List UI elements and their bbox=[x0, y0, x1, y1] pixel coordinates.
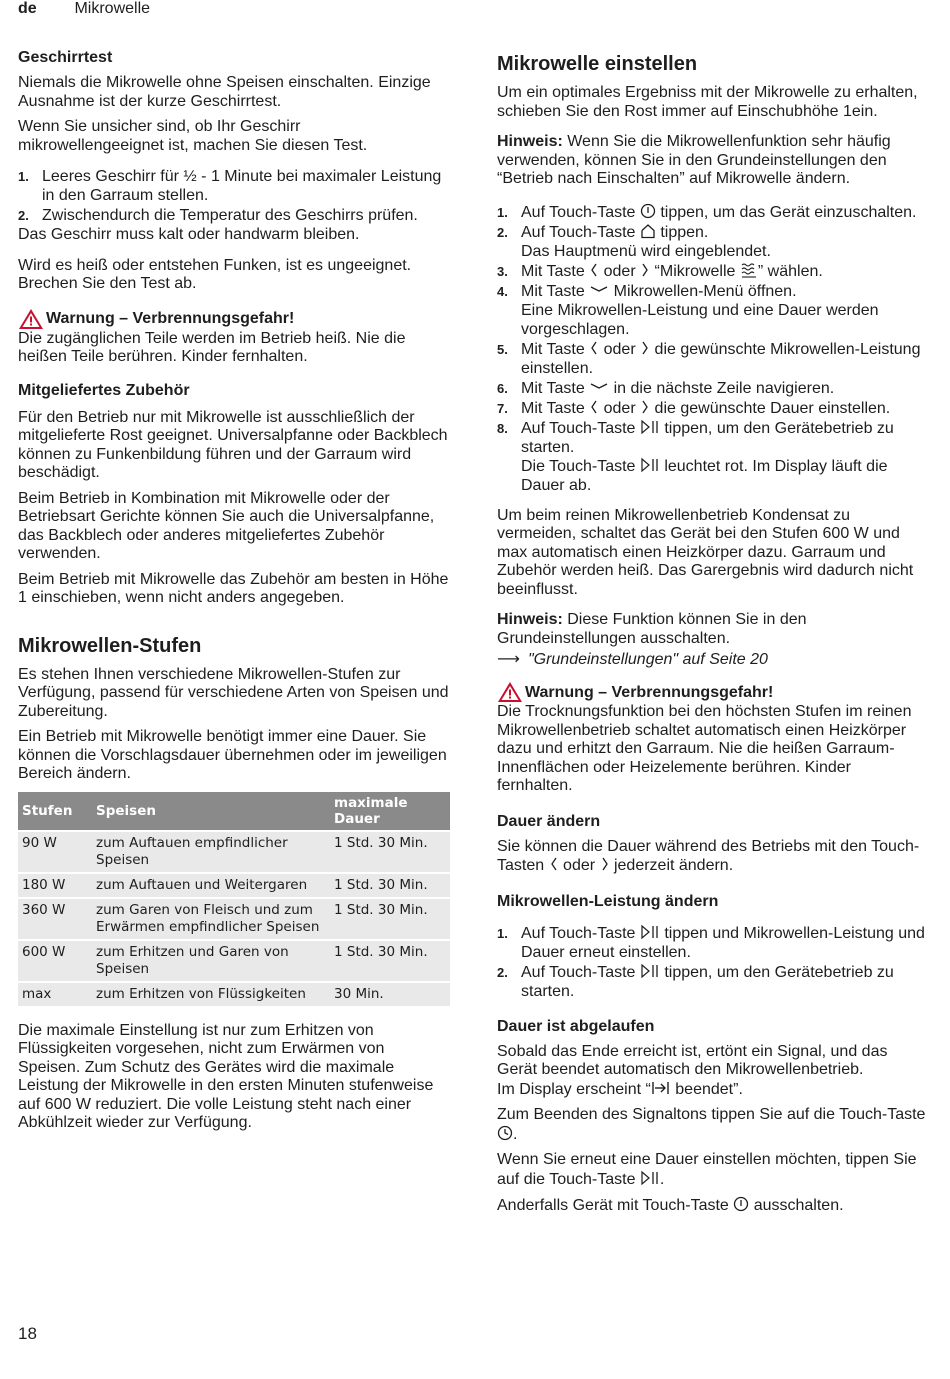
step-text: Mit Taste bbox=[521, 379, 590, 397]
warning-text: Die zugänglichen Teile werden im Betrieb heiß. Nie die heißen Teile berühren. Kinder fernhalten. bbox=[18, 329, 406, 365]
paragraph-text: Anderfalls Gerät mit Touch-Taste bbox=[497, 1197, 734, 1214]
table-cell: 600 W bbox=[18, 940, 92, 982]
result-text: Das Geschirr muss kalt oder handwarm bleiben. bbox=[18, 226, 360, 243]
stufen-table bbox=[18, 792, 450, 1006]
step-text: Auf Touch-Taste bbox=[521, 419, 640, 437]
list-item bbox=[497, 223, 929, 261]
hint-paragraph bbox=[497, 133, 929, 189]
table-cell: zum Auftauen und Weitergaren bbox=[92, 873, 330, 898]
paragraph: Ein Betrieb mit Mikrowelle benötigt immer eine Dauer. Sie können die Vorschlagsdauer übernehmen oder im jeweiligen Bereich ändern. bbox=[18, 728, 447, 782]
list-item bbox=[497, 924, 929, 962]
step-text: in die nächste Zeile navigieren. bbox=[609, 379, 835, 397]
step-number: 1. bbox=[497, 204, 508, 220]
hint-label: Hinweis: bbox=[497, 611, 563, 628]
chevron-left-icon bbox=[589, 262, 599, 278]
section-heading-geschirrtest: Geschirrtest bbox=[18, 49, 113, 66]
step-text: tippen. bbox=[655, 223, 709, 241]
paragraph-text: . bbox=[659, 1170, 665, 1188]
start-pause-icon bbox=[640, 924, 660, 940]
paragraph bbox=[497, 1043, 929, 1100]
section-heading-einstellen: Mikrowelle einstellen bbox=[497, 53, 698, 75]
list-item bbox=[497, 340, 929, 378]
step-text: oder bbox=[599, 340, 641, 358]
step-result: Eine Mikrowellen-Leistung und eine Dauer werden vorgeschlagen. bbox=[521, 301, 879, 338]
paragraph-text: Wenn Sie erneut eine Dauer einstellen möchten, tippen Sie auf die Touch-Taste bbox=[497, 1151, 917, 1188]
step-text: Auf Touch-Taste bbox=[521, 963, 640, 981]
list-item bbox=[497, 203, 929, 222]
paragraph-text: Im Display erscheint “ bbox=[497, 1080, 651, 1098]
table-row bbox=[18, 873, 450, 898]
warning-title-text: Warnung – Verbrennungsgefahr! bbox=[525, 683, 774, 701]
clock-icon bbox=[497, 1125, 513, 1141]
start-pause-icon bbox=[640, 1170, 660, 1186]
paragraph: Die maximale Einstellung ist nur zum Erhitzen von Flüssigkeiten vorgesehen, nicht zum Erwärmen von Speisen. Zum Schutz des Gerätes wird die maximale Leistung der Mikrowelle in den ersten Minuten stufenweise auf 600 W reduziert. Die volle Leistung steht nach einer Abkühlzeit wieder zur Verfügung. bbox=[18, 1021, 434, 1131]
warning-title-text: Warnung – Verbrennungsgefahr! bbox=[46, 310, 295, 327]
hint-label: Hinweis: bbox=[497, 133, 563, 150]
step-result-text: leuchtet rot. Im Display läuft die Dauer ab. bbox=[521, 457, 888, 494]
paragraph-text: . bbox=[513, 1125, 518, 1143]
step-number: 1. bbox=[18, 169, 29, 184]
step-text: Zwischendurch die Temperatur des Geschirrs prüfen. bbox=[42, 207, 418, 224]
arrow-right-icon: ⟶ bbox=[497, 651, 520, 668]
step-number: 4. bbox=[497, 283, 508, 299]
step-text: oder bbox=[599, 399, 641, 417]
page-number: 18 bbox=[18, 1324, 37, 1343]
step-text: die gewünschte Dauer einstellen. bbox=[650, 399, 891, 417]
chevron-down-icon bbox=[589, 379, 609, 395]
table-cell: 1 Std. 30 Min. bbox=[330, 940, 450, 982]
power-icon bbox=[640, 203, 656, 219]
section-heading-dauer: Dauer ändern bbox=[497, 812, 601, 830]
table-row bbox=[18, 940, 450, 982]
start-pause-icon bbox=[640, 457, 660, 473]
list-item bbox=[497, 262, 929, 281]
step-number: 7. bbox=[497, 400, 508, 416]
paragraph: Es stehen Ihnen verschiedene Mikrowellen-Stufen zur Verfügung, passend für verschiedene Arten von Speisen und Zubereitung. bbox=[18, 665, 449, 720]
paragraph-text: oder bbox=[558, 857, 600, 874]
list-item bbox=[497, 963, 929, 1001]
step-text: tippen, um das Gerät einzuschalten. bbox=[655, 203, 917, 221]
warning-title bbox=[497, 681, 929, 703]
paragraph-text: Sobald das Ende erreicht ist, ertönt ein Signal, und das Gerät beendet automatisch den Mikrowellenbetrieb. bbox=[497, 1042, 888, 1078]
chevron-right-icon bbox=[640, 399, 650, 415]
paragraph bbox=[497, 1151, 929, 1189]
step-result-text: Die Touch-Taste bbox=[521, 457, 640, 475]
paragraph: Um ein optimales Ergebniss mit der Mikrowelle zu erhalten, schieben Sie den Rost immer auf Einschubhöhe 1ein. bbox=[497, 84, 918, 120]
warning-title bbox=[18, 308, 450, 330]
table-row bbox=[18, 898, 450, 940]
step-text: Mit Taste bbox=[521, 262, 590, 280]
step-result bbox=[521, 457, 929, 495]
right-column bbox=[497, 48, 929, 1223]
step-number: 1. bbox=[497, 925, 508, 941]
step-text: Mikrowellen-Menü öffnen. bbox=[609, 282, 797, 300]
chevron-left-icon bbox=[549, 856, 559, 872]
step-result: Das Hauptmenü wird eingeblendet. bbox=[521, 242, 771, 260]
steps-list bbox=[18, 167, 450, 225]
start-pause-icon bbox=[640, 963, 660, 979]
step-text: tippen, um den Gerätebetrieb zu starten. bbox=[521, 419, 894, 456]
list-item bbox=[497, 282, 929, 339]
section-heading-leistung: Mikrowellen-Leistung ändern bbox=[497, 892, 719, 910]
paragraph: Für den Betrieb nur mit Mikrowelle ist ausschließlich der mitgelieferte Rost geeignet. Universalpfanne oder Backblech können zu Funkenbildung führen und der Garraum wird beschädigt. bbox=[18, 408, 448, 481]
step-text: Auf Touch-Taste bbox=[521, 223, 640, 241]
table-cell: 360 W bbox=[18, 898, 92, 940]
step-text: Mit Taste bbox=[521, 340, 590, 358]
step-text: Mit Taste bbox=[521, 399, 590, 417]
step-text: die gewünschte Mikrowellen-Leistung einstellen. bbox=[521, 340, 921, 377]
table-cell: zum Erhitzen und Garen von Speisen bbox=[92, 940, 330, 982]
step-text: Auf Touch-Taste bbox=[521, 924, 640, 942]
paragraph: Niemals die Mikrowelle ohne Speisen einschalten. Einzige Ausnahme ist der kurze Geschirrtest. bbox=[18, 74, 431, 110]
power-icon bbox=[733, 1196, 749, 1212]
paragraph-text: beendet”. bbox=[670, 1080, 743, 1098]
column-header: maximale Dauer bbox=[330, 792, 450, 831]
step-number: 2. bbox=[497, 964, 508, 980]
warning-text: Die Trocknungsfunktion bei den höchsten Stufen im reinen Mikrowellenbetrieb schaltet automatisch einen Heizkörper dazu und erhitzt den Garraum. Nie die heißen Garraum-Innenflächen oder Heizelemente berühren. Kinder fernhalten. bbox=[497, 703, 912, 794]
step-text: Leeres Geschirr für ½ - 1 Minute bei maximaler Leistung in den Garraum stellen. bbox=[42, 168, 442, 204]
list-item bbox=[18, 167, 450, 205]
cross-reference-link[interactable] bbox=[497, 650, 929, 669]
hint-paragraph bbox=[497, 611, 929, 648]
list-item bbox=[497, 399, 929, 418]
table-cell: 1 Std. 30 Min. bbox=[330, 831, 450, 873]
list-item bbox=[18, 206, 450, 225]
hint-text: Wenn Sie die Mikrowellenfunktion sehr häufig verwenden, können Sie in den Grundeinstellungen den “Betrieb nach Einschalten” auf Mikrowelle ändern. bbox=[497, 133, 891, 187]
list-item bbox=[497, 419, 929, 495]
paragraph bbox=[497, 1106, 929, 1144]
end-arrow-icon bbox=[651, 1080, 671, 1096]
warning-triangle-icon bbox=[18, 308, 44, 330]
step-number: 6. bbox=[497, 380, 508, 396]
chevron-left-icon bbox=[589, 399, 599, 415]
paragraph: Beim Betrieb mit Mikrowelle das Zubehör am besten in Höhe 1 einschieben, wenn nicht anders angegeben. bbox=[18, 570, 449, 606]
column-header: Speisen bbox=[92, 792, 330, 831]
step-text: oder bbox=[599, 262, 641, 280]
step-number: 5. bbox=[497, 341, 508, 357]
table-cell: zum Erhitzen von Flüssigkeiten bbox=[92, 982, 330, 1006]
paragraph-text: jederzeit ändern. bbox=[609, 857, 734, 874]
warning-triangle-icon bbox=[497, 681, 523, 703]
cross-reference-text[interactable]: "Grundeinstellungen" auf Seite 20 bbox=[527, 651, 768, 668]
step-text: ” wählen. bbox=[757, 262, 823, 280]
list-item bbox=[497, 379, 929, 398]
section-heading-abgelaufen: Dauer ist abgelaufen bbox=[497, 1017, 655, 1035]
microwave-waves-icon bbox=[740, 262, 758, 278]
left-column bbox=[18, 48, 450, 1140]
table-cell: zum Garen von Fleisch und zum Erwärmen empfindlicher Speisen bbox=[92, 898, 330, 940]
paragraph: Beim Betrieb in Kombination mit Mikrowelle oder der Betriebsart Gerichte können Sie auch die Universalpfanne, das Backblech oder anderes mitgeliefertes Zubehör verwenden. bbox=[18, 489, 435, 562]
chevron-left-icon bbox=[589, 340, 599, 356]
step-number: 2. bbox=[18, 208, 29, 223]
paragraph-text: ausschalten. bbox=[749, 1197, 844, 1214]
table-cell: 30 Min. bbox=[330, 982, 450, 1006]
step-text: “Mikrowelle bbox=[650, 262, 740, 280]
chevron-right-icon bbox=[600, 856, 610, 872]
step-number: 3. bbox=[497, 263, 508, 279]
page-header bbox=[18, 0, 150, 18]
chevron-down-icon bbox=[589, 282, 609, 298]
chevron-right-icon bbox=[640, 262, 650, 278]
steps-list bbox=[497, 203, 929, 495]
language-code: de bbox=[18, 0, 37, 17]
step-text: Mit Taste bbox=[521, 282, 590, 300]
step-text: tippen und Mikrowellen-Leistung und Dauer erneut einstellen. bbox=[521, 924, 925, 961]
paragraph-text: Sie können die Dauer während des Betriebs mit den Touch-Tasten bbox=[497, 837, 920, 874]
start-pause-icon bbox=[640, 419, 660, 435]
step-text: Auf Touch-Taste bbox=[521, 203, 640, 221]
paragraph bbox=[497, 1196, 929, 1216]
paragraph: Um beim reinen Mikrowellenbetrieb Kondensat zu vermeiden, schaltet das Gerät bei den Stufen 600 W und max automatisch einen Heizkörper dazu. Garraum und Zubehör werden heiß. Das Garergebnis wird dadurch nicht beeinflusst. bbox=[497, 506, 914, 598]
chevron-right-icon bbox=[640, 340, 650, 356]
table-header-row bbox=[18, 792, 450, 831]
step-number: 2. bbox=[497, 224, 508, 240]
home-icon bbox=[640, 223, 656, 239]
table-cell: 1 Std. 30 Min. bbox=[330, 873, 450, 898]
table-cell: max bbox=[18, 982, 92, 1006]
table-row bbox=[18, 982, 450, 1006]
table-row bbox=[18, 831, 450, 873]
column-header: Stufen bbox=[18, 792, 92, 831]
table-cell: 180 W bbox=[18, 873, 92, 898]
hint-text: Diese Funktion können Sie in den Grundeinstellungen ausschalten. bbox=[497, 611, 807, 647]
paragraph bbox=[497, 838, 929, 876]
paragraph-text: Zum Beenden des Signaltons tippen Sie auf die Touch-Taste bbox=[497, 1106, 926, 1123]
section-heading-zubehoer: Mitgeliefertes Zubehör bbox=[18, 381, 190, 399]
chapter-title: Mikrowelle bbox=[74, 0, 151, 17]
table-cell: 1 Std. 30 Min. bbox=[330, 898, 450, 940]
step-number: 8. bbox=[497, 420, 508, 436]
paragraph: Wenn Sie unsicher sind, ob Ihr Geschirr mikrowellengeeignet ist, machen Sie diesen Test. bbox=[18, 118, 368, 154]
steps-list bbox=[497, 924, 929, 1001]
table-cell: zum Auftauen empfindlicher Speisen bbox=[92, 831, 330, 873]
section-heading-stufen: Mikrowellen-Stufen bbox=[18, 634, 202, 657]
table-cell: 90 W bbox=[18, 831, 92, 873]
paragraph: Wird es heiß oder entstehen Funken, ist es ungeeignet. Brechen Sie den Test ab. bbox=[18, 256, 412, 292]
step-text: tippen, um den Gerätebetrieb zu starten. bbox=[521, 963, 894, 1000]
